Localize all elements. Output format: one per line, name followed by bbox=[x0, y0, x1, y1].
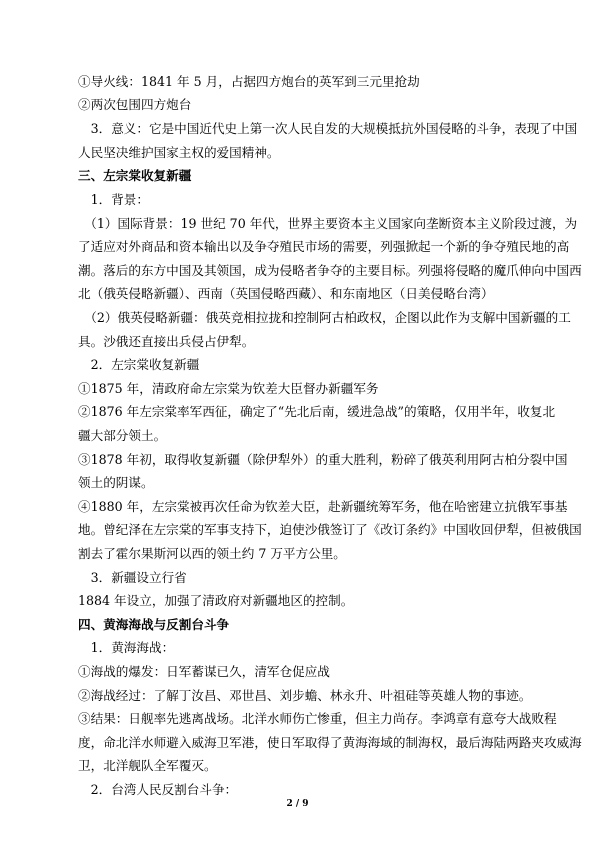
text-line: ②1876 年左宗棠率军西征，确定了“先北后南，缓进急战”的策略，仅用半年，收复北 bbox=[78, 404, 556, 419]
page-number: 2 / 9 bbox=[286, 799, 309, 809]
text-line: ③结果：日舰率先逃离战场。北洋水师伤亡惨重，但主力尚存。李鸿章有意夸大战败程 bbox=[78, 711, 557, 726]
text-line: 1．背景： bbox=[78, 192, 149, 207]
text-line: ①导火线：1841 年 5 月，占据四方炮台的英军到三元里抢劫 bbox=[78, 74, 420, 89]
text-line: 潮。落后的东方中国及其领国，成为侵略者争夺的主要目标。列强将侵略的魔爪伸向中国西 bbox=[78, 263, 582, 278]
text-line: 割去了霍尔果斯河以西的领土约 7 万平方公里。 bbox=[78, 546, 346, 561]
text-line: 地。曾纪泽在左宗棠的军事支持下，迫使沙俄签订了《改订条约》中国收回伊犁，但被俄国 bbox=[78, 522, 582, 537]
text-line: 领土的阴谋。 bbox=[78, 475, 154, 490]
text-line: 疆大部分领土。 bbox=[78, 428, 167, 443]
text-line: 1．黄海海战： bbox=[78, 640, 175, 655]
text-line: ①1875 年，清政府命左宗棠为钦差大臣督办新疆军务 bbox=[78, 381, 379, 396]
text-line: 具。沙俄还直接出兵侵占伊犁。 bbox=[78, 334, 255, 349]
text-line: 2．左宗棠收复新疆 bbox=[78, 357, 200, 372]
text-line: 3．意义：它是中国近代史上第一次人民自发的大规模抵抗外国侵略的斗争，表现了中国 bbox=[78, 121, 578, 136]
section-heading: 四、黄海海战与反割台斗争 bbox=[78, 617, 230, 632]
text-line: 3．新疆设立行省 bbox=[78, 570, 187, 585]
text-line: （1）国际背景：19 世纪 70 年代，世界主要资本主义国家向垄断资本主义阶段过渡，为 bbox=[78, 216, 578, 231]
section-heading: 三、左宗棠收复新疆 bbox=[78, 168, 192, 183]
text-line: ①海战的爆发：日军蓄谋已久，清军仓促应战 bbox=[78, 664, 330, 679]
text-line: 度，命北洋水师避入威海卫军港，使日军取得了黄海海域的制海权，最后海陆两路夹攻威海 bbox=[78, 735, 582, 750]
text-line: 北（俄英侵略新疆）、西南（英国侵略西藏）、和东南地区（日美侵略台湾） bbox=[78, 286, 494, 301]
text-line: 了适应对外商品和资本输出以及争夺殖民市场的需要，列强掀起一个新的争夺殖民地的高 bbox=[78, 239, 570, 254]
text-line: 人民坚决维护国家主权的爱国精神。 bbox=[78, 145, 280, 160]
text-line: 2．台湾人民反割台斗争： bbox=[78, 782, 238, 797]
text-line: ④1880 年，左宗棠被再次任命为钦差大臣，赴新疆统筹军务，他在哈密建立抗俄军事基 bbox=[78, 499, 568, 514]
text-line: ②两次包围四方炮台 bbox=[78, 97, 192, 112]
text-line: ③1878 年初，取得收复新疆（除伊犁外）的重大胜利，粉碎了俄英利用阿古柏分裂中国 bbox=[78, 452, 568, 467]
text-line: 卫，北洋舰队全军覆灭。 bbox=[78, 758, 217, 773]
text-line: 1884 年设立，加强了清政府对新疆地区的控制。 bbox=[78, 593, 354, 608]
text-line: （2）俄英侵略新疆：俄英竞相拉拢和控制阿古柏政权，企图以此作为支解中国新疆的工 bbox=[78, 310, 571, 325]
text-line: ②海战经过：了解丁汝昌、邓世昌、刘步蟾、林永升、叶祖硅等英雄人物的事迹。 bbox=[78, 688, 532, 703]
